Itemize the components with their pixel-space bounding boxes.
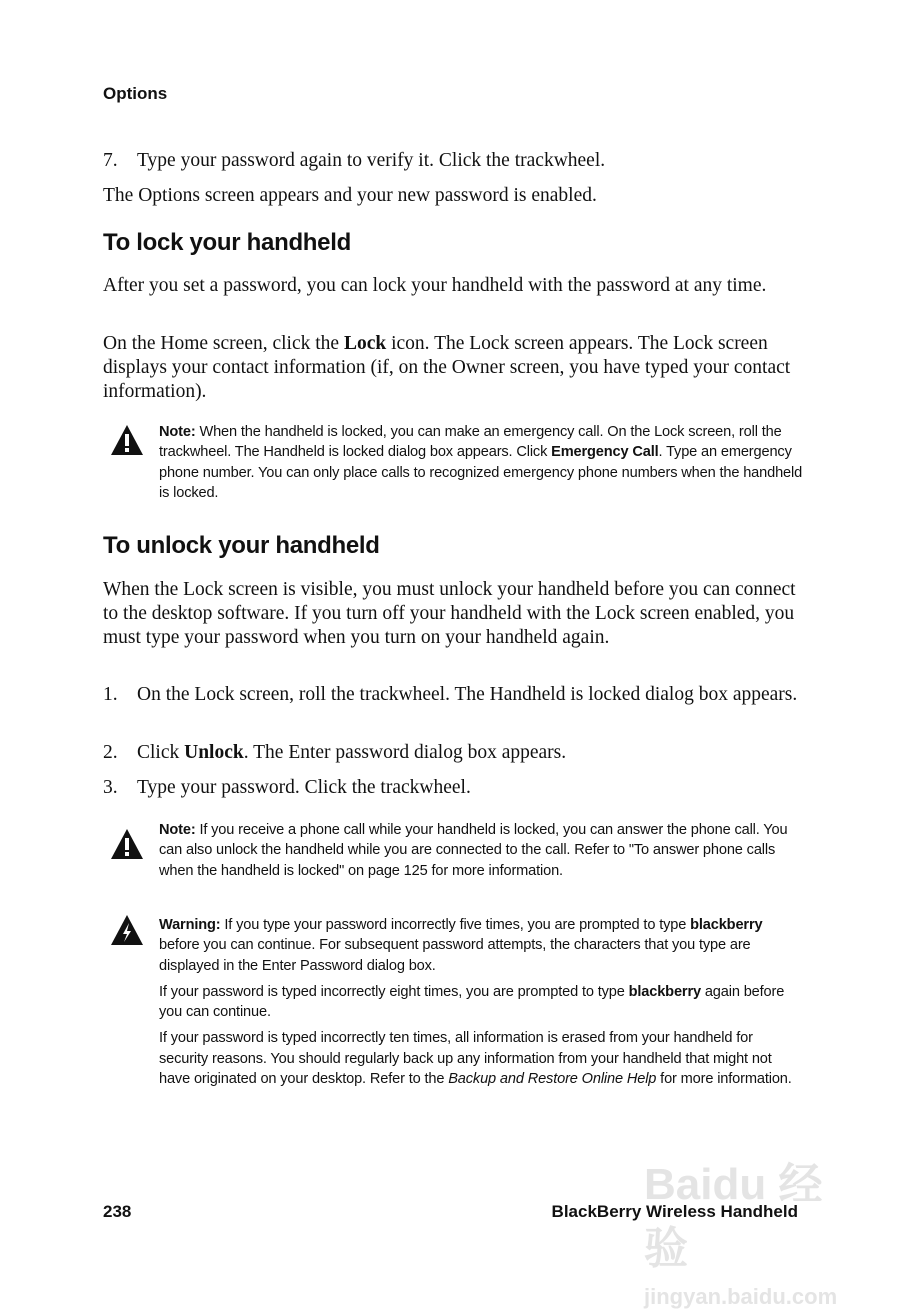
step-7 [103,149,803,173]
bold-text: blackberry [628,983,701,1000]
caution-icon [110,424,144,456]
warning-lightning-icon [110,914,144,946]
running-header: Options [103,84,168,103]
caution-icon [110,828,144,860]
page-number: 238 [103,1202,132,1221]
warning-password [159,915,804,1089]
note-phone-call [159,820,804,881]
step-3 [103,776,803,800]
watermark-url: jingyan.baidu.com [644,1284,838,1309]
text: On the Home screen, click the [103,333,344,354]
bold-text: Lock [343,333,387,354]
text: again before you can continue. [159,983,785,1021]
text: . Type an emergency phone number. You can only place calls to recognized emergency phone numbers when the handheld is locked. [159,444,803,501]
paragraph: The Options screen appears and your new password is enabled. [103,185,597,206]
step-number: 3. [103,777,118,798]
text: If your password is typed incorrectly ten times, all information is erased from your handheld for security reasons. You should regularly back up any information from your handheld that might not have originated on your desktop. Refer to the [159,1030,772,1088]
note-label: Note: [159,424,196,440]
footer-title: BlackBerry Wireless Handheld [551,1202,798,1221]
paragraph: When the Lock screen is visible, you must unlock your handheld before you can connect to the desktop software. If you turn off your handheld with the Lock screen enabled, you must type your password when you turn on your handheld again. [103,579,796,648]
watermark-brand: Baidu 经验 [644,1160,823,1273]
text: icon. The Lock screen appears. The Lock screen displays your contact information (if, on the Owner screen, you have typed your contact information). [103,333,791,402]
text: When the handheld is locked, you can make an emergency call. On the Lock screen, roll the trackwheel. The Handheld is locked dialog box appears. Click [159,424,782,461]
step-1 [103,683,803,707]
step-text: Type your password again to verify it. Click the trackwheel. [137,150,606,171]
heading-unlock: To unlock your handheld [103,532,380,559]
paragraph [103,332,803,404]
text: before you can continue. For subsequent password attempts, the characters that you type are displayed in the Enter Password dialog box. [159,937,751,974]
bold-text: Unlock [184,742,244,763]
warning-paragraph [159,1028,804,1089]
text: If you receive a phone call while your handheld is locked, you can answer the phone call. You can also unlock the handheld while you are connected to the call. Refer to "To answer phone calls when the handheld is locked" on page 125 for more information. [159,822,788,879]
step-number: 7. [103,150,118,171]
bold-text: blackberry [690,917,763,933]
step-text: Type your password. Click the trackwheel. [137,777,471,798]
step-number: 2. [103,742,118,763]
note-emergency [159,422,804,503]
text: for more information. [656,1071,792,1088]
step-number: 1. [103,684,118,705]
text: If you type your password incorrectly five times, you are prompted to type [220,917,691,933]
warning-label: Warning: [159,917,221,933]
italic-text: Backup and Restore Online Help [448,1071,657,1088]
text: . The Enter password dialog box appears. [243,742,567,763]
warning-paragraph [159,915,804,976]
warning-paragraph [159,982,804,1023]
step-text [137,741,803,765]
text: Click [137,742,185,763]
heading-lock: To lock your handheld [103,229,351,256]
bold-text: Emergency Call [551,444,659,461]
note-label: Note: [159,822,196,838]
text: If your password is typed incorrectly eight times, you are prompted to type [159,983,629,1000]
paragraph: After you set a password, you can lock your handheld with the password at any time. [103,275,767,296]
step-text: On the Lock screen, roll the trackwheel. The Handheld is locked dialog box appears. [137,684,798,705]
step-2 [103,741,803,765]
